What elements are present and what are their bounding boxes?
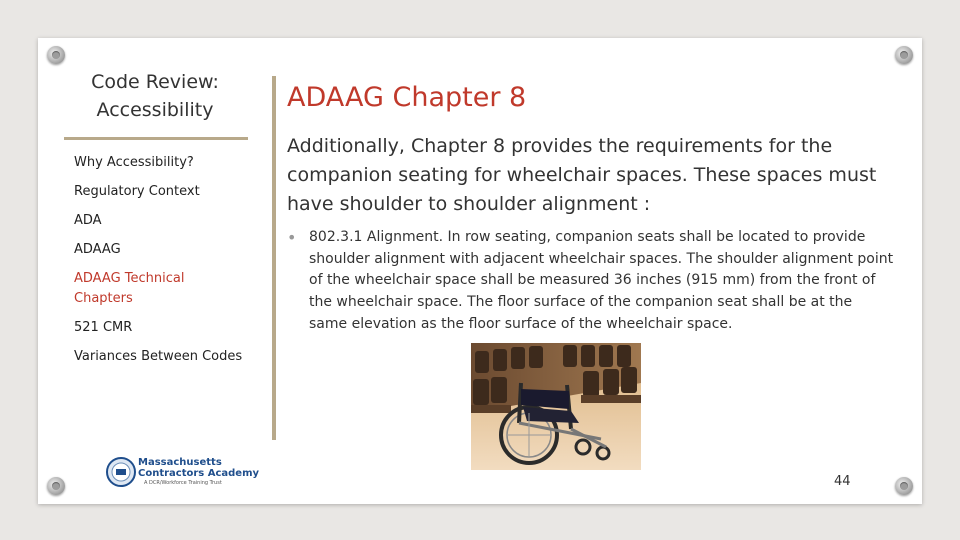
intro-paragraph: Additionally, Chapter 8 provides the requirements for the companion seating for wheelchair spaces. These spaces must have shoulder to shoulder alignment :: [287, 135, 877, 215]
pushpin-icon: [895, 477, 913, 495]
sidebar-item-variances-between-codes[interactable]: Variances Between Codes: [74, 349, 243, 364]
seal-icon: [106, 455, 136, 489]
sidebar-divider: [64, 137, 248, 140]
academy-logo: [106, 455, 260, 491]
sidebar-item-regulatory-context[interactable]: Regulatory Context: [74, 184, 200, 199]
pushpin-icon: [895, 46, 913, 64]
sidebar-item-why-accessibility[interactable]: Why Accessibility?: [74, 155, 194, 170]
page-number: 44: [834, 474, 851, 489]
sidebar-item-adaag-technical-chapters[interactable]: ADAAG Technical Chapters: [74, 271, 185, 306]
sidebar-title: Code Review: Accessibility: [91, 71, 219, 121]
wheelchair-photo: [471, 343, 641, 470]
sidebar-item-adaag[interactable]: ADAAG: [74, 242, 121, 257]
pushpin-icon: [47, 477, 65, 495]
pushpin-icon: [47, 46, 65, 64]
bullet-icon: •: [287, 228, 297, 247]
sidebar-nav: [74, 153, 244, 376]
sidebar-item-ada[interactable]: ADA: [74, 213, 102, 228]
vertical-divider: [272, 76, 276, 440]
logo-wordmark: Massachusetts Contractors Academy: [138, 457, 260, 479]
sidebar-item-521-cmr[interactable]: 521 CMR: [74, 320, 133, 335]
page-title: ADAAG Chapter 8: [287, 82, 527, 113]
logo-tagline: A DCR/Workforce Training Trust: [144, 480, 222, 486]
bullet-text: 802.3.1 Alignment. In row seating, companion seats shall be located to provide shoulder alignment with adjacent wheelchair spaces. The shoulder alignment point of the wheelchair space shall be measured 36 inches (915 mm) from the front of the wheelchair space. The floor surface of the companion seat shall be at the same elevation as the floor surface of the wheelchair space.: [309, 229, 894, 332]
